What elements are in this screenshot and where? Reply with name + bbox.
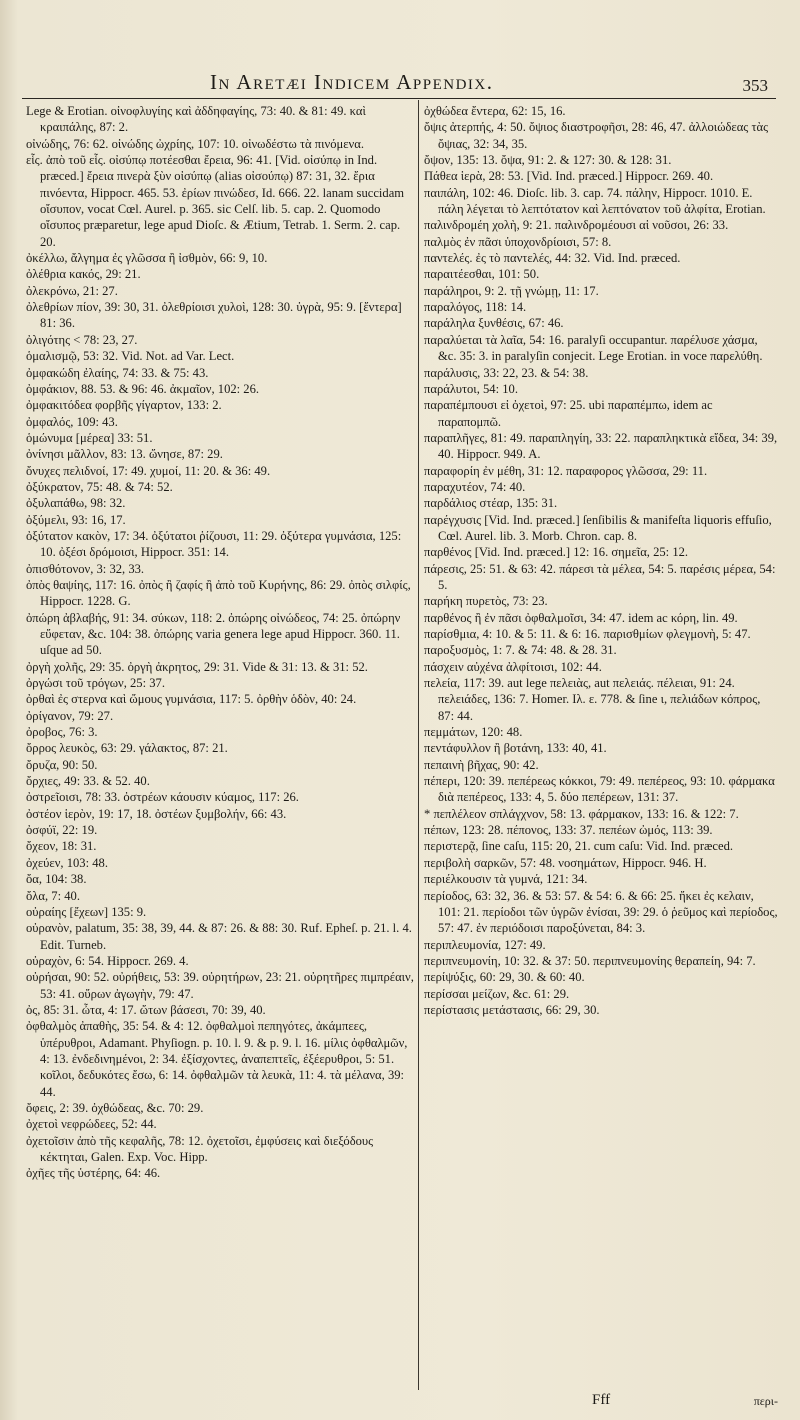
- index-entry: παραλόγος, 118: 14.: [424, 300, 527, 315]
- index-entry: ὀσφύϊ, 22: 19.: [26, 823, 98, 838]
- index-entry: παιπάλη, 102: 46. Dioſc. lib. 3. cap. 74. πάλην, Hippocr. 1010. E. πάλη λέγεται τὸ λεπτότατον καὶ λεπτόνατον τοῦ ἀλφίτα, Erotian.: [424, 185, 766, 217]
- index-entry: οἰνώδης, 76: 62. οἰνώδης ὠχρίης, 107: 10. οἰνωδέστω τὰ πινόμενα.: [26, 136, 364, 151]
- index-entry: παράλυσις, 33: 22, 23. & 54: 38.: [424, 365, 589, 380]
- index-entry: ὀλιγότης < 78: 23, 27.: [26, 332, 138, 347]
- index-entry: * πεπλέλεον σπλάγχνον, 58: 13. φάρμακον, 133: 16. & 122: 7.: [424, 806, 739, 821]
- index-entry: πέπων, 123: 28. πέπονος, 133: 37. πεπέων ὠμός, 113: 39.: [424, 823, 713, 838]
- index-entry: πέπερι, 120: 39. πεπέρεως κόκκοι, 79: 49. πεπέρεος, 93: 10. φάρμακα διὰ πεπέρεος, 133: 4, 5. δύο πεπέρεων, 131: 37.: [424, 774, 775, 805]
- index-entry: παροξυσμὸς, 1: 7. & 74: 48. & 28. 31.: [424, 643, 617, 658]
- index-entry: ὀργώσι τοῦ τρόγων, 25: 37.: [26, 676, 165, 691]
- page-number: 353: [742, 76, 768, 95]
- index-entry: Lege & Erotian. οἰνοφλυγίης καὶ ἀδδηφαγίης, 73: 40. & 81: 49. καὶ κραιπάλης, 87: 2.: [26, 104, 366, 135]
- index-entry: παραλύεται τὰ λαῖα, 54: 16. paralyſi occupantur. παρέλυσε χάσμα, &c. 35: 3. in paralyſin conjecit. Lege Erotian. in voce παρελύθη.: [424, 332, 763, 364]
- column-divider: [418, 100, 419, 1390]
- index-entry: ὁμώνυμα [μέρεα] 33: 51.: [26, 430, 153, 445]
- index-entry: οὐρανὸν, palatum, 35: 38, 39, 44. & 87: 26. & 88: 30. Ruf. Epheſ. p. 21. l. 4. Edit. Turneb.: [26, 921, 412, 952]
- index-entry: ὀροβος, 76: 3.: [26, 725, 98, 740]
- index-entry: ὀχεύεν, 103: 48.: [26, 855, 108, 870]
- index-entry: παντελές. ἐς τὸ παντελές, 44: 32. Vid. Ind. præced.: [424, 251, 681, 266]
- index-entry: ὄα, 104: 38.: [26, 872, 87, 887]
- index-entry: παλινδρομέη χολὴ, 9: 21. παλινδρομέουσι αἱ νοῦσοι, 26: 33.: [424, 218, 729, 233]
- index-entry: ὀξύμελι, 93: 16, 17.: [26, 512, 126, 527]
- index-entry: ὄψις ἀτερπής, 4: 50. ὄψιος διαστροφῆσι, 28: 46, 47. ἀλλοιώδεας τὰς ὄψιας, 32: 34, 35.: [424, 120, 769, 151]
- index-entry: παρθένος ἢ ἐν πᾶσι ὀφθαλμοῖσι, 34: 47. idem ac κόρη, lin. 49.: [424, 610, 738, 625]
- index-entry: ὀξύτατον κακὸν, 17: 34. ὀξύτατοι ῥίζουσι, 11: 29. ὀξύτερα γυμνάσια, 125: 10. ὀξέσι δρόμοισι, Hippocr. 351: 14.: [26, 528, 402, 560]
- index-entry: ὄψον, 135: 13. ὄψα, 91: 2. & 127: 30. & 128: 31.: [424, 153, 672, 168]
- index-entry: παράληροι, 9: 2. τῇ γνώμῃ, 11: 17.: [424, 283, 599, 298]
- index-entry: ὀνίνησι μᾶλλον, 83: 13. ὤνησε, 87: 29.: [26, 447, 223, 462]
- index-entry: ὀπώρη ἀβλαβής, 91: 34. σύκων, 118: 2. ὀπώρης οἰνώδεος, 74: 25. ὀπώρην εὔφεταν, &c. 104: 38. ὀπώρης varia genera lege apud Hippocr. 360. 11. uſque ad 50.: [26, 610, 401, 658]
- index-entry: πεμμάτων, 120: 48.: [424, 725, 523, 740]
- right-column: [424, 103, 778, 1395]
- index-entry: εἷς. ἀπὸ τοῦ εἷς. οἰσύπῳ ποτέεσθαι ἔρεια, 96: 41. [Vid. οἰσύπῳ in Ind. præced.] ἔρεια πινερὰ ξὺν οἰσύπῳ (alias οἰσούπῳ) 87: 31, 32. ἔρια πινόεντα, Hippocr. 465. 53. ἐρίων πινώδεσ, Id. 666. 22. lanam succidam οἴσυπον, vocat Cœl. Aurel. p. 365. sic Celſ. lib. 5. cap. 2. Quomodo οἴσυπος præparetur, lege apud Dioſc. & Ætium, Tetrab. 1. Serm. 2. cap. 20.: [26, 153, 405, 249]
- index-entry: ὀπὸς θαψίης, 117: 16. ὀπὸς ἢ ζαφίς ἢ ἀπὸ τοῦ Κυρήνης, 86: 29. ὀπὸς σιλφίς, Hippocr. 1228. G.: [26, 577, 411, 609]
- index-entry: περίσσαι μείζων, &c. 61: 29.: [424, 986, 570, 1001]
- index-entry: περιβολὴ σαρκῶν, 57: 48. νοσημάτων, Hippocr. 946. H.: [424, 855, 707, 870]
- index-entry: ὀρίγανον, 79: 27.: [26, 708, 114, 723]
- index-entry: περιστερᾷ, ſine caſu, 115: 20, 21. cum caſu: Vid. Ind. præced.: [424, 839, 734, 854]
- index-entry: περίψύξις, 60: 29, 30. & 60: 40.: [424, 970, 585, 985]
- index-entry: ὀξυλαπάθω, 98: 32.: [26, 496, 126, 511]
- page-footer: [0, 1390, 800, 1412]
- index-entry: περίστασις μετάστασις, 66: 29, 30.: [424, 1002, 600, 1017]
- index-entry: παρέγχυσις [Vid. Ind. præced.] ſenſibilis & manifeſta liquoris effuſio, Cœl. Aurel. lib. 3. Morb. Chron. cap. 8.: [424, 512, 772, 543]
- index-entry: περιέλκουσιν τὰ γυμνά, 121: 34.: [424, 872, 588, 887]
- index-entry: παρήκη πυρετὸς, 73: 23.: [424, 594, 548, 609]
- index-entry: ὀμφαλός, 109: 43.: [26, 414, 118, 429]
- running-title: In Aretæi Indicem Appendix.: [210, 70, 494, 94]
- index-entry: ὀχετοὶ νεφρώδεες, 52: 44.: [26, 1117, 157, 1132]
- index-entry: πάρεσις, 25: 51. & 63: 42. πάρεσι τὰ μέλεα, 54: 5. παρέσις μέρεα, 54: 5.: [424, 561, 776, 592]
- index-entry: ὀχθώδεα ἔντερα, 62: 15, 16.: [424, 104, 566, 118]
- index-entry: πεπαινὴ βῆχας, 90: 42.: [424, 757, 539, 772]
- index-entry: παρθένος [Vid. Ind. præced.] 12: 16. σημεῖα, 25: 12.: [424, 545, 689, 560]
- index-entry: πελεία, 117: 39. aut lege πελειὰς, aut πελειάς. πέλειαι, 91: 24. πελειάδες, 136: 7. Homer. Ιλ. ε. 778. & ſine ι, πελιάδων κόπρος, 87: 44.: [424, 676, 761, 723]
- index-entry: παραιτέεσθαι, 101: 50.: [424, 267, 540, 282]
- index-entry: ὀς, 85: 31. ὦτα, 4: 17. ὤτων βάσεσι, 70: 39, 40.: [26, 1002, 266, 1017]
- index-entry: ὀκέλλω, ἄλγημα ἐς γλῶσσα ἢ ἰσθμὸν, 66: 9, 10.: [26, 251, 268, 266]
- index-entry: ὀμφάκιον, 88. 53. & 96: 46. ἀκμαῖον, 102: 26.: [26, 381, 260, 396]
- index-entry: παλμὸς ἐν πᾶσι ὑποχονδρίοισι, 57: 8.: [424, 234, 612, 249]
- index-entry: περιπλευμονία, 127: 49.: [424, 937, 546, 952]
- index-entry: πεντάφυλλον ἢ βοτάνη, 133: 40, 41.: [424, 741, 607, 756]
- index-entry: ὀρθαὶ ἐς στερνα καὶ ὤμους γυμνάσια, 117: 5. ὀρθὴν ὁδὸν, 40: 24.: [26, 692, 357, 707]
- index-entry: οὐραχὸν, 6: 54. Hippocr. 269. 4.: [26, 953, 189, 968]
- index-entry: πάσχειν αὐχένα ἀλφίτοισι, 102: 44.: [424, 659, 602, 674]
- index-entry: ὀστρεῖοισι, 78: 33. ὀστρέων κάουσιν κύαμος, 117: 26.: [26, 790, 299, 805]
- index-entry: ὀλέθρια κακός, 29: 21.: [26, 267, 141, 282]
- index-entry: ὀμφακιτόδεα φορβῆς γίγαρτον, 133: 2.: [26, 398, 222, 413]
- index-entry: Πάθεα ἱερὰ, 28: 53. [Vid. Ind. præced.] Hippocr. 269. 40.: [424, 169, 714, 184]
- index-entry: ὄχεον, 18: 31.: [26, 839, 97, 854]
- index-entry: ὁμαλισμῷ, 53: 32. Vid. Not. ad Var. Lect.: [26, 349, 235, 364]
- index-entry: ὀλεκρόνω, 21: 27.: [26, 283, 118, 298]
- index-entry: παραφορίη ἐν μέθη, 31: 12. παραφορος γλῶσσα, 29: 11.: [424, 463, 708, 478]
- index-entry: οὐρήσαι, 90: 52. οὐρήθεις, 53: 39. οὐρητήρων, 23: 21. οὐρητῆρες πιμπρέαιν, 53: 41. οὔρων ἀγωγὴν, 79: 47.: [26, 970, 414, 1001]
- left-column: [26, 103, 414, 1395]
- index-entry: ὀλεθρίων πίον, 39: 30, 31. ὀλεθρίοισι χυλοὶ, 128: 30. ὑγρὰ, 95: 9. [ἔντερα] 81: 36.: [26, 300, 402, 331]
- index-entry: ὄρρος λευκὸς, 63: 29. γάλακτος, 87: 21.: [26, 741, 228, 756]
- index-entry: ὀχετοῖσιν ἀπὸ τῆς κεφαλῆς, 78: 12. ὀχετοῖσι, ἐμφύσεις καὶ διεξόδους κέκτηται, Galen. Exp. Voc. Hipp.: [26, 1133, 374, 1164]
- index-entry: ὀξύκρατον, 75: 48. & 74: 52.: [26, 479, 173, 494]
- index-entry: παραπέμπουσι εἰ ὀχετοὶ, 97: 25. ubi παραπέμπω, idem ac παραπομπῶ.: [424, 398, 713, 429]
- index-entry: ὀπισθότονον, 3: 32, 33.: [26, 561, 145, 576]
- index-entry: ὀφθαλμὸς ἀπαθὴς, 35: 54. & 4: 12. ὀφθαλμοὶ πεπηγότες, ἀκάμπεες, ὑπέρυθροι, Adamant. Phyſiogn. p. 10. l. 9. & p. 9. l. 16. μίλις ὀφθαλμῶν, 4: 13. ἐνδεδινημένοι, 2: 34. ἐξίσχοντες, ἀναπεπτεῖς, ἐξέερυθροι, 5: 51. κοῖλοι, δεδυκότες ἔσω, 6: 14. ὀφθαλμῶν τὰ λευκὰ, 11: 4. τὰ μέλανα, 39: 44.: [26, 1019, 408, 1099]
- index-entry: ὄρυζα, 90: 50.: [26, 757, 98, 772]
- index-entry: παραπλῆγες, 81: 49. παραπληγίη, 33: 22. παραπληκτικὰ εἴδεα, 34: 39, 40. Hippocr. 949. A.: [424, 430, 778, 462]
- header-rule: [22, 98, 776, 99]
- index-entry: ὀμφακώδη ἐλαίης, 74: 33. & 75: 43.: [26, 365, 209, 380]
- index-entry: περίοδος, 63: 32, 36. & 53: 57. & 54: 6. & 66: 25. ἤκει ἐς κελαιν, 101: 21. περίοδοι τῶν ὑγρῶν ἐνίσαι, 39: 29. ὁ ῥεῦμος καὶ περίοδος, 57: 47. ἐν περιόδοισι παροξύνεται, 84: 3.: [424, 888, 778, 936]
- index-entry: παράληλα ξυνθέσις, 67: 46.: [424, 316, 564, 331]
- index-entry: παρίσθμια, 4: 10. & 5: 11. & 6: 16. παρισθμίων φλεγμονὴ, 5: 47.: [424, 627, 751, 641]
- index-entry: ὄρχιες, 49: 33. & 52. 40.: [26, 774, 150, 789]
- signature-mark: Fff: [592, 1392, 611, 1408]
- index-entry: ὄφεις, 2: 39. ὀχθώδεας, &c. 70: 29.: [26, 1100, 204, 1115]
- index-entry: ὄνυχες πελιδνοί, 17: 49. χυμοί, 11: 20. & 36: 49.: [26, 463, 271, 478]
- index-entry: περιπνευμονίη, 10: 32. & 37: 50. περιπνευμονίης θεραπείη, 94: 7.: [424, 953, 756, 968]
- index-entry: ὀχῆες τῆς ὑστέρης, 64: 46.: [26, 1166, 161, 1181]
- index-entry: παρδάλιος στέαρ, 135: 31.: [424, 496, 558, 511]
- index-entry: οὐραίης [ἔχεων] 135: 9.: [26, 904, 147, 919]
- index-entry: παραχυτέον, 74: 40.: [424, 479, 526, 494]
- index-entry: παράλυτοι, 54: 10.: [424, 381, 518, 396]
- index-entry: ὀργὴ χολῆς, 29: 35. ὀργὴ ἀκρητος, 29: 31. Vide & 31: 13. & 31: 52.: [26, 659, 368, 674]
- index-entry: ὀστέον ἱερὸν, 19: 17, 18. ὀστέων ξυμβολήν, 66: 43.: [26, 806, 287, 821]
- catchword: περι-: [753, 1394, 778, 1408]
- index-entry: ὄλα, 7: 40.: [26, 888, 80, 903]
- page-header: [0, 70, 800, 96]
